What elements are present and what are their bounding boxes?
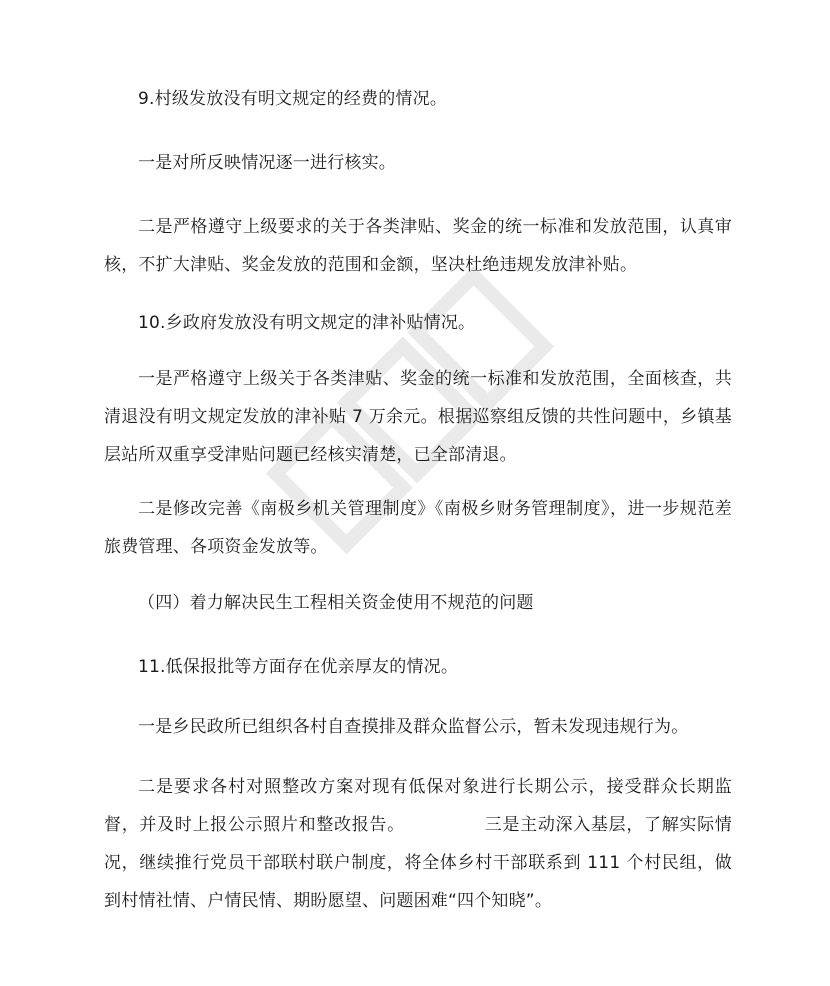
- paragraph-publicity: 二是要求各村对照整改方案对现有低保对象进行长期公示，接受群众长期监督，并及时上报公示照片和整改报告。 三是主动深入基层，了解实际情况，继续推行党员干部联村联户制度，将全体乡村干部联系到 111 个村民组，做到村情社情、户情民情、期盼愿望、问题困难“四个知晓”。: [104, 777, 732, 911]
- paragraph-regulations: 二是修改完善《南极乡机关管理制度》《南极乡财务管理制度》，进一步规范差旅费管理、各项资金发放等。: [104, 499, 732, 557]
- paragraph-civil-affairs: 一是乡民政所已组织各村自查摸排及群众监督公示，暂未发现违规行为。: [138, 717, 689, 737]
- paragraph-refund: 一是严格遵守上级关于各类津贴、奖金的统一标准和发放范围，全面核查，共清退没有明文规定发放的津补贴 7 万余元。根据巡察组反馈的共性问题中，乡镇基层站所双重享受津贴问题已经核实清楚，已全部清退。: [104, 369, 732, 465]
- paragraph-item-9-heading: 9.村级发放没有明文规定的经费的情况。: [138, 89, 448, 109]
- paragraph-standards: 二是严格遵守上级要求的关于各类津贴、奖金的统一标准和发放范围，认真审核，不扩大津贴、奖金发放的范围和金额，坚决杜绝违规发放津补贴。: [104, 217, 732, 275]
- paragraph-item-10-heading: 10.乡政府发放没有明文规定的津补贴情况。: [138, 313, 476, 333]
- paragraph-verify: 一是对所反映情况逐一进行核实。: [138, 153, 396, 173]
- section-heading-4: （四）着力解决民生工程相关资金使用不规范的问题: [138, 593, 534, 613]
- paragraph-item-11-heading: 11.低保报批等方面存在优亲厚友的情况。: [138, 657, 459, 677]
